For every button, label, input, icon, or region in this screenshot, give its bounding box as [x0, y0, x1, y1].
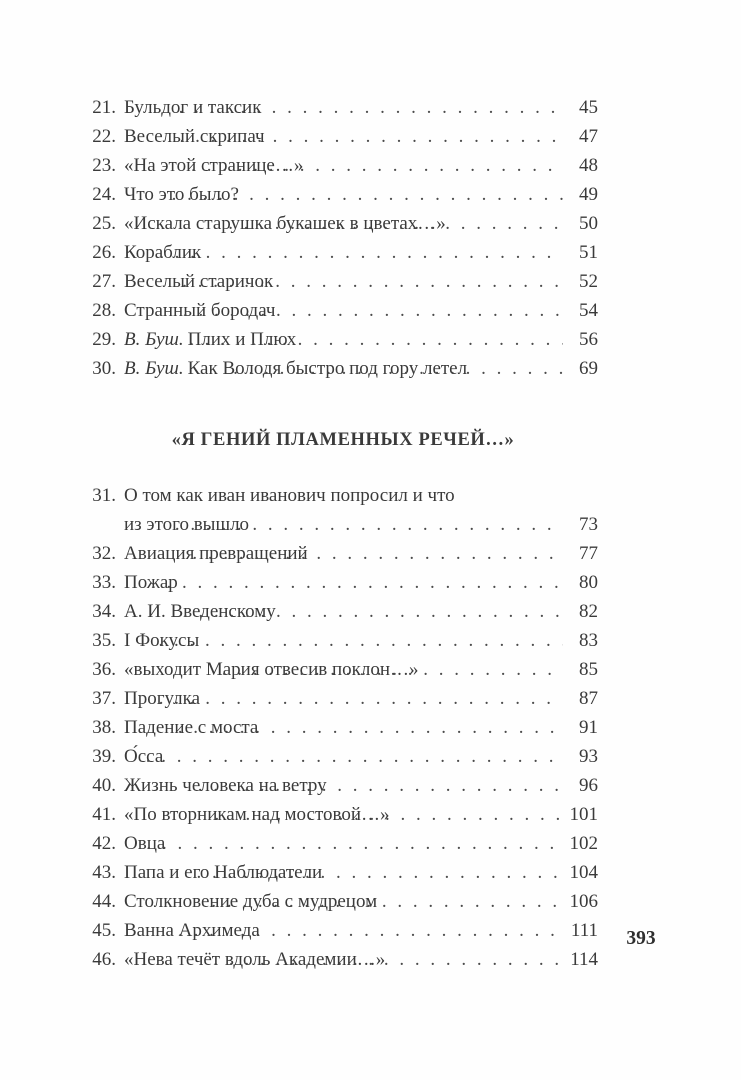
toc-entry-number: 43.	[92, 862, 116, 883]
toc-entry	[88, 771, 598, 800]
toc-entry-title-text: Веселый скрипач	[124, 126, 265, 147]
toc-entry-page: 114	[570, 949, 598, 970]
toc-entry-number: 39.	[92, 746, 116, 767]
toc-entry-title	[124, 209, 446, 238]
dot-leader	[233, 354, 563, 383]
toc-entry-title	[124, 354, 468, 383]
toc-entry-title	[124, 684, 201, 713]
dot-leader	[183, 597, 563, 626]
toc-entry-title	[124, 597, 276, 626]
toc-entry-title-text: «По вторникам над мостовой…»	[124, 804, 390, 825]
toc-entry-page: 106	[569, 891, 598, 912]
toc-entry-continuation	[88, 510, 598, 539]
toc-entry	[88, 539, 598, 568]
toc-entry-title-text: А. И. Введенскому	[124, 601, 276, 622]
toc-entry-number: 37.	[92, 688, 116, 709]
toc-entry-title-text: О́сса	[124, 746, 164, 767]
toc-entry-page: 101	[569, 804, 598, 825]
dot-leader	[192, 539, 563, 568]
section-heading: «Я ГЕНИЙ ПЛАМЕННЫХ РЕЧЕЙ…»	[171, 430, 515, 450]
dot-leader	[211, 887, 563, 916]
toc-entry-page: 47	[579, 126, 598, 147]
toc-entry-number: 38.	[92, 717, 116, 738]
toc-entry	[88, 93, 598, 122]
toc-entry-title	[124, 93, 262, 122]
dot-leader	[197, 858, 563, 887]
dot-leader	[178, 916, 563, 945]
dot-leader	[198, 771, 563, 800]
toc-entry-title-text: Прогулка	[124, 688, 201, 709]
toc-entry	[88, 655, 598, 684]
dot-leader	[146, 742, 563, 771]
toc-entry-author: В. Буш.	[124, 358, 184, 379]
toc-entry-number: 26.	[92, 242, 116, 263]
toc-entry-number: 46.	[92, 949, 116, 970]
toc-entry	[88, 945, 598, 974]
toc-entry-page: 69	[579, 358, 598, 379]
toc-entry-title	[124, 916, 260, 945]
toc-block-2	[88, 481, 598, 974]
toc-entry	[88, 597, 598, 626]
toc-entry	[88, 800, 598, 829]
toc-entry-number: 41.	[92, 804, 116, 825]
toc-entry-number: 36.	[92, 659, 116, 680]
toc-entry-title	[124, 180, 239, 209]
toc-entry-page: 96	[579, 775, 598, 796]
dot-leader	[158, 626, 563, 655]
toc-entry-title-text: Кораблик	[124, 242, 202, 263]
dot-leader	[222, 655, 563, 684]
toc-entry-page: 91	[579, 717, 598, 738]
toc-entry	[88, 626, 598, 655]
toc-entry-page: 49	[579, 184, 598, 205]
dot-leader	[191, 151, 563, 180]
toc-entry-title	[124, 742, 164, 771]
toc-entry-title-text: Папа и его Наблюдатели	[124, 862, 323, 883]
toc-entry-number: 21.	[92, 97, 116, 118]
toc-entry-page: 51	[579, 242, 598, 263]
dot-leader	[213, 945, 563, 974]
toc-entry-title-text: «Искала старушка букашек в цветах…»	[124, 213, 446, 234]
toc-entry-page: 85	[579, 659, 598, 680]
toc-entry-title-line2: из этого вышло	[124, 514, 250, 535]
toc-entry-title	[124, 238, 202, 267]
toc-block-1	[88, 93, 598, 383]
toc-entry-number: 40.	[92, 775, 116, 796]
toc-entry-number: 45.	[92, 920, 116, 941]
toc-entry-title-text: Столкновение дуба с мудрецом	[124, 891, 378, 912]
toc-entry-title-text: Плих и Плюх	[187, 329, 297, 350]
toc-entry	[88, 296, 598, 325]
toc-entry-title-text: Падение с моста	[124, 717, 259, 738]
toc-entry	[88, 267, 598, 296]
toc-entry-number: 44.	[92, 891, 116, 912]
toc-entry	[88, 180, 598, 209]
toc-entry-page: 93	[579, 746, 598, 767]
toc-entry-title	[124, 539, 308, 568]
toc-entry-number: 23.	[92, 155, 116, 176]
dot-leader	[147, 829, 563, 858]
toc-entry-title-text: О том как иван иванович попросил и что	[124, 485, 455, 506]
toc-entry-page: 77	[579, 543, 598, 564]
toc-entry-page: 45	[579, 97, 598, 118]
toc-entry-number: 22.	[92, 126, 116, 147]
dot-leader	[182, 267, 563, 296]
dot-leader	[159, 238, 563, 267]
toc-entry-title	[124, 800, 390, 829]
toc-entry-number: 42.	[92, 833, 116, 854]
toc-entry-title	[124, 296, 276, 325]
toc-entry-title-text: Как Володя быстро под гору летел	[187, 358, 468, 379]
toc-entry	[88, 122, 598, 151]
toc-entry-title	[124, 626, 200, 655]
toc-entry-title-text: Жизнь человека на ветру	[124, 775, 327, 796]
dot-leader	[159, 684, 563, 713]
toc-entry-title-text: Авиация превращений	[124, 543, 308, 564]
page-number-folio: 393	[626, 928, 656, 949]
toc-entry-page: 87	[579, 688, 598, 709]
toc-entry-title	[124, 858, 323, 887]
toc-entry-number: 34.	[92, 601, 116, 622]
toc-entry-title-text: Веселый старичок	[124, 271, 274, 292]
toc-entry-number: 30.	[92, 358, 116, 379]
dot-leader	[179, 93, 563, 122]
toc-entry-number: 25.	[92, 213, 116, 234]
toc-entry	[88, 209, 598, 238]
toc-entry	[88, 887, 598, 916]
toc-entry-number: 28.	[92, 300, 116, 321]
toc-entry-title	[124, 481, 455, 510]
toc-entry-number: 24.	[92, 184, 116, 205]
toc-entry-title-text: Пожар	[124, 572, 178, 593]
dot-leader	[178, 713, 563, 742]
toc-entry-title	[124, 568, 178, 597]
toc-entry	[88, 238, 598, 267]
toc-entry-title	[124, 945, 386, 974]
toc-entry-page: 111	[570, 920, 598, 941]
dot-leader	[228, 209, 563, 238]
toc-entry-title	[124, 655, 419, 684]
toc-entry	[88, 151, 598, 180]
toc-entry	[88, 684, 598, 713]
toc-entry-page: 83	[579, 630, 598, 651]
toc-entry-title	[124, 325, 297, 354]
toc-entry-page: 50	[579, 213, 598, 234]
toc-entry	[88, 858, 598, 887]
toc-entry-page: 56	[579, 329, 598, 350]
toc-entry-title-text: Что это было?	[124, 184, 239, 205]
toc-entry-number: 31.	[92, 485, 116, 506]
dot-leader	[180, 122, 563, 151]
toc-entry	[88, 916, 598, 945]
toc-entry	[88, 568, 598, 597]
dot-leader	[183, 296, 563, 325]
dot-leader	[172, 180, 563, 209]
toc-entry-number: 33.	[92, 572, 116, 593]
toc-entry-title-text: I Фокусы	[124, 630, 200, 651]
toc-entry-title-text: Овца	[124, 833, 166, 854]
toc-entry-page: 48	[579, 155, 598, 176]
toc-entry	[88, 829, 598, 858]
dot-leader	[175, 510, 563, 539]
toc-entry	[88, 354, 598, 383]
toc-entry	[88, 742, 598, 771]
toc-entry-number: 32.	[92, 543, 116, 564]
toc-entry-page: 82	[579, 601, 598, 622]
toc-entry-page: 80	[579, 572, 598, 593]
toc-entry	[88, 481, 598, 510]
toc-entry-page: 104	[569, 862, 598, 883]
toc-entry-title	[124, 267, 274, 296]
table-of-contents	[88, 93, 598, 974]
dot-leader	[189, 325, 563, 354]
toc-entry-title	[124, 887, 378, 916]
toc-entry-author: В. Буш.	[124, 329, 184, 350]
toc-entry	[88, 325, 598, 354]
toc-entry-page: 52	[579, 271, 598, 292]
toc-entry-number: 27.	[92, 271, 116, 292]
toc-entry-title-text: «выходит Мария отвесив поклон…»	[124, 659, 419, 680]
toc-entry-title-text: Ванна Архимеда	[124, 920, 260, 941]
toc-entry-title	[124, 713, 259, 742]
toc-entry-page: 73	[579, 514, 598, 535]
toc-entry-page: 102	[569, 833, 598, 854]
toc-entry-title	[124, 122, 265, 151]
toc-entry-title-text: Странный бородач	[124, 300, 276, 321]
toc-entry-title	[124, 771, 327, 800]
toc-entry-title-text: Бульдог и таксик	[124, 97, 262, 118]
dot-leader	[151, 568, 563, 597]
toc-entry-title	[124, 829, 166, 858]
toc-entry-title-text: «На этой странице…»	[124, 155, 304, 176]
toc-entry-number: 35.	[92, 630, 116, 651]
toc-entry-page: 54	[579, 300, 598, 321]
toc-entry-title	[124, 151, 304, 180]
toc-entry	[88, 713, 598, 742]
dot-leader	[215, 800, 564, 829]
toc-entry-number: 29.	[92, 329, 116, 350]
toc-entry-title-text: «Нева течёт вдоль Академии…»	[124, 949, 386, 970]
